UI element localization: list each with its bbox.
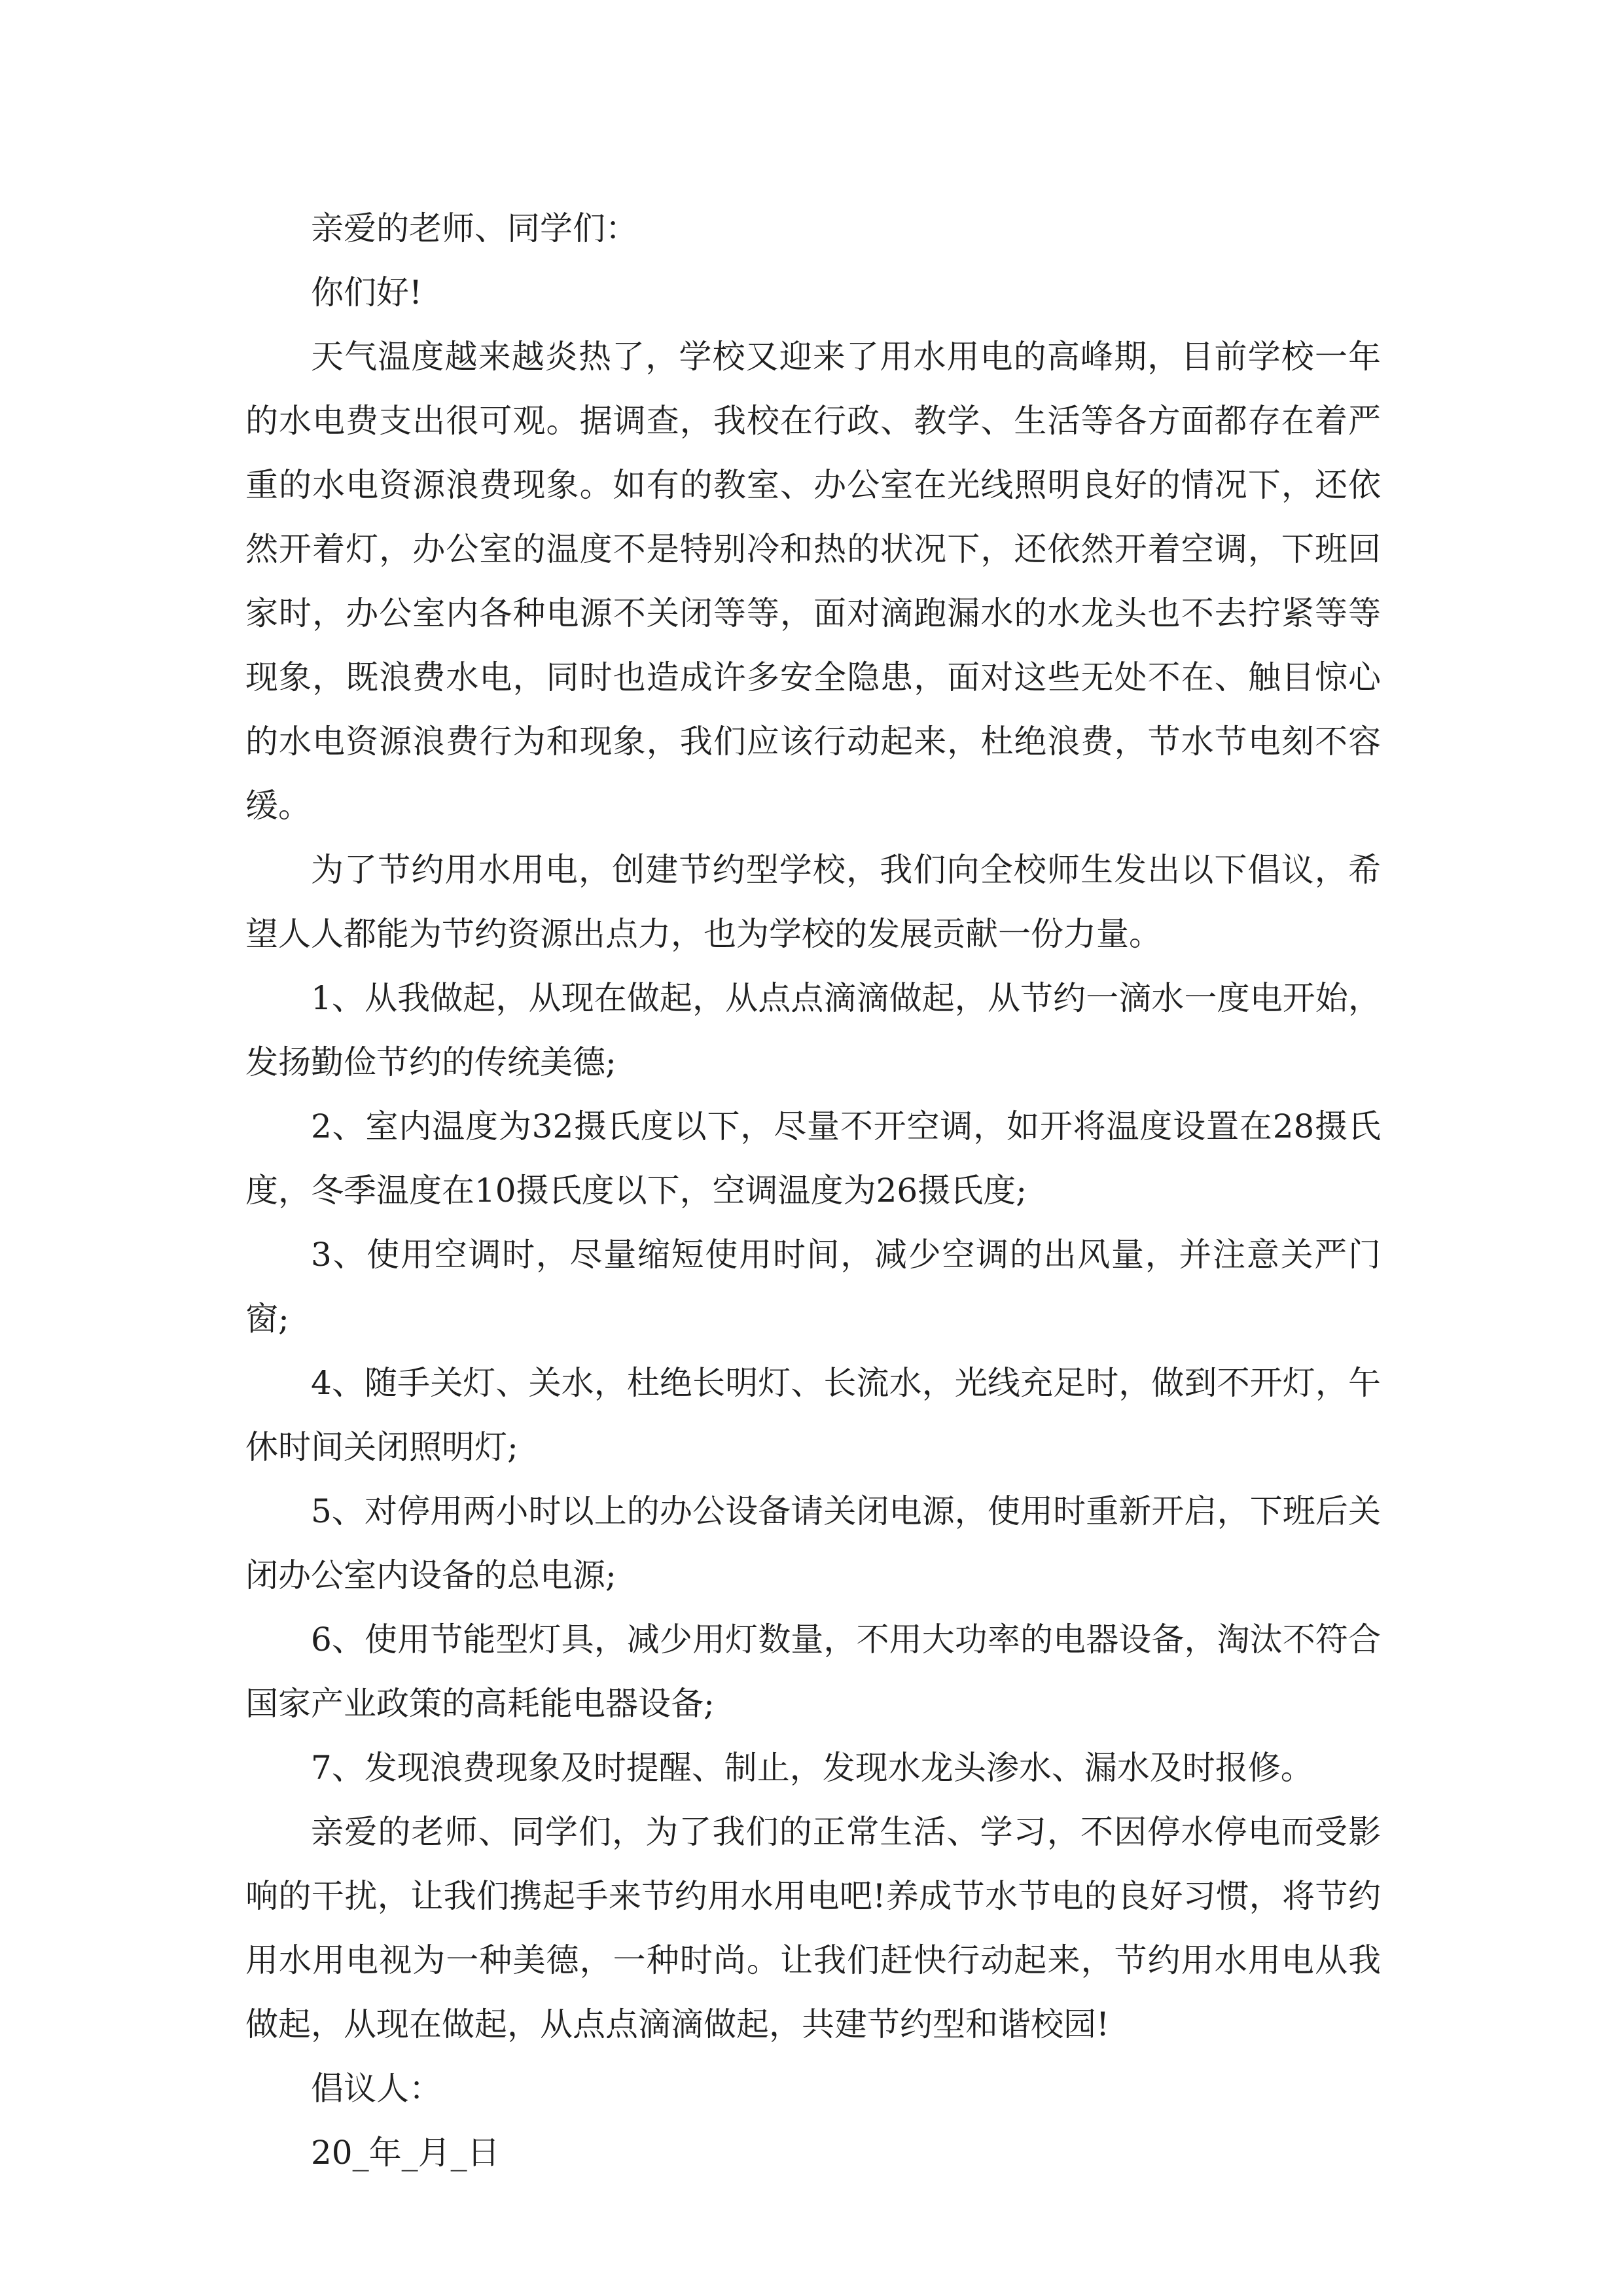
- greeting: 你们好!: [311, 274, 423, 312]
- list-item-6: 6、使用节能型灯具，减少用灯数量，不用大功率的电器设备，淘汰不符合国家产业政策的高耗能电器设备;: [245, 1621, 1381, 1723]
- closing-paragraph: 亲爱的老师、同学们，为了我们的正常生活、学习，不因停水停电而受影响的干扰，让我们携起手来节约用水用电吧!养成节水节电的良好习惯，将节约用水用电视为一种美德，一种时尚。让我们赶快行动起来，节约用水用电从我做起，从现在做起，从点点滴滴做起，共建节约型和谐校园!: [245, 1813, 1381, 2043]
- body-paragraph-2: 为了节约用水用电，创建节约型学校，我们向全校师生发出以下倡议，希望人人都能为节约资源出点力，也为学校的发展贡献一份力量。: [245, 851, 1381, 953]
- body-paragraph-1: 天气温度越来越炎热了，学校又迎来了用水用电的高峰期，目前学校一年的水电费支出很可观。据调查，我校在行政、教学、生活等各方面都存在着严重的水电资源浪费现象。如有的教室、办公室在光线照明良好的情况下，还依然开着灯，办公室的温度不是特别冷和热的状况下，还依然开着空调，下班回家时，办公室内各种电源不关闭等等，面对滴跑漏水的水龙头也不去拧紧等等现象，既浪费水电，同时也造成许多安全隐患，面对这些无处不在、触目惊心的水电资源浪费行为和现象，我们应该行动起来，杜绝浪费，节水节电刻不容缓。: [245, 338, 1381, 825]
- list-item-3: 3、使用空调时，尽量缩短使用时间，减少空调的出风量，并注意关严门窗;: [245, 1236, 1381, 1338]
- list-item-1: 1、从我做起，从现在做起，从点点滴滴做起，从节约一滴水一度电开始，发扬勤俭节约的传统美德;: [245, 979, 1381, 1081]
- date-line: 20_年_月_日: [311, 2134, 500, 2172]
- signature-label: 倡议人：: [311, 2070, 442, 2108]
- salutation: 亲爱的老师、同学们：: [311, 209, 638, 247]
- list-item-7: 7、发现浪费现象及时提醒、制止，发现水龙头渗水、漏水及时报修。: [311, 1749, 1313, 1787]
- list-item-5: 5、对停用两小时以上的办公设备请关闭电源，使用时重新开启，下班后关闭办公室内设备的总电源;: [245, 1492, 1381, 1594]
- document-body: [245, 196, 1381, 2185]
- list-item-4: 4、随手关灯、关水，杜绝长明灯、长流水，光线充足时，做到不开灯，午休时间关闭照明灯;: [245, 1364, 1381, 1466]
- list-item-2: 2、室内温度为32摄氏度以下，尽量不开空调，如开将温度设置在28摄氏度，冬季温度在10摄氏度以下，空调温度为26摄氏度;: [245, 1107, 1381, 1210]
